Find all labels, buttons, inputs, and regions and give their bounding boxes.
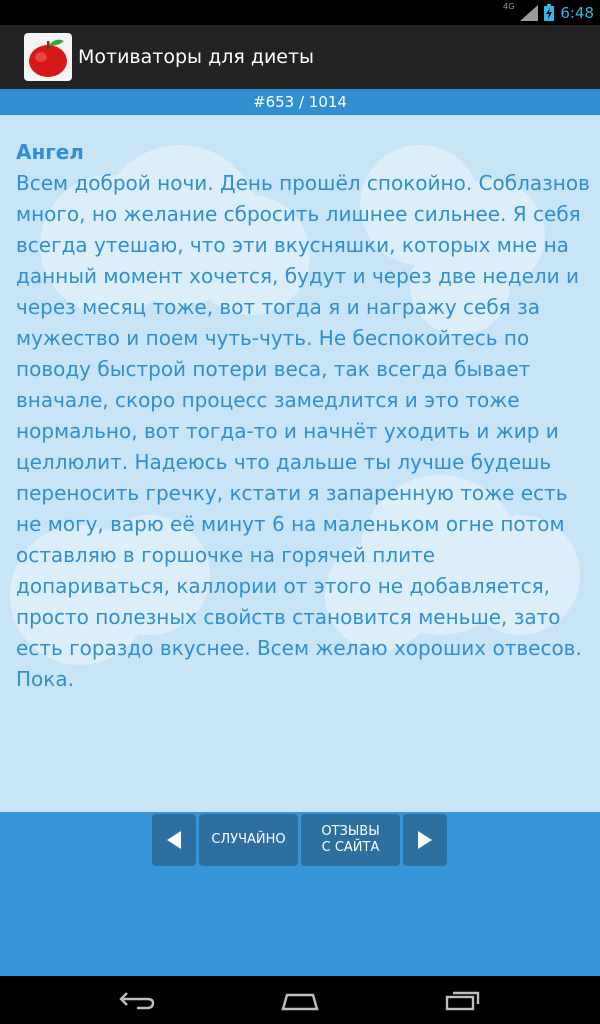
post-counter: #653 / 1014	[0, 89, 600, 115]
status-icons	[503, 0, 594, 25]
post-content[interactable]	[0, 115, 600, 812]
post-author: Ангел	[16, 140, 84, 164]
battery-charging-icon	[544, 4, 554, 21]
reviews-label-line1: ОТЗЫВЫ	[321, 824, 380, 839]
previous-button[interactable]	[152, 814, 196, 866]
action-bar	[0, 25, 600, 89]
recent-apps-icon	[445, 989, 481, 1011]
back-button[interactable]	[97, 976, 177, 1024]
arrow-right-icon	[416, 830, 434, 850]
next-button[interactable]	[403, 814, 447, 866]
post-text: Всем доброй ночи. День прошёл спокойно. Соблазнов много, но желание сбросить лишнее сильнее. Я себя всегда утешаю, что эти вкусняшки, которых мне на данный момент хочется, будут и через две недели и через месяц тоже, вот тогда я и награжу себя за мужество и поем чуть-чуть. Не беспокойтесь по поводу быстрой потери веса, так всегда бывает вначале, скоро процесс замедлится и это тоже нормально, вот тогда-то и начнёт уходить и жир и целлюлит. Надеюсь что дальше ты лучше будешь переносить гречку, кстати я запаренную тоже есть не могу, варю её минут 6 на маленьком огне потом оставляю в горшочке на горячей плите допариваться, каллории от этого не добавляется, просто полезных свойств становится меньше, зато есть гораздо вкуснее. Всем желаю хороших отвесов. Пока.	[16, 171, 590, 691]
navigation-bar	[0, 976, 600, 1024]
clock: 6:48	[560, 3, 594, 22]
bottom-panel	[0, 812, 600, 976]
back-icon	[119, 989, 155, 1011]
signal-icon	[520, 5, 538, 21]
random-button[interactable]	[199, 814, 298, 866]
network-type: 4G	[503, 2, 515, 11]
arrow-left-icon	[165, 830, 183, 850]
reviews-label-line2: С САЙТА	[321, 840, 380, 855]
post-body	[0, 115, 590, 695]
status-bar	[0, 0, 600, 25]
reviews-button[interactable]	[301, 814, 400, 866]
apple-icon[interactable]	[24, 33, 72, 81]
home-button[interactable]	[260, 976, 340, 1024]
recent-apps-button[interactable]	[423, 976, 503, 1024]
random-button-label: СЛУЧАЙНО	[211, 832, 286, 847]
app-title: Мотиваторы для диеты	[78, 46, 315, 68]
home-icon	[281, 989, 319, 1011]
